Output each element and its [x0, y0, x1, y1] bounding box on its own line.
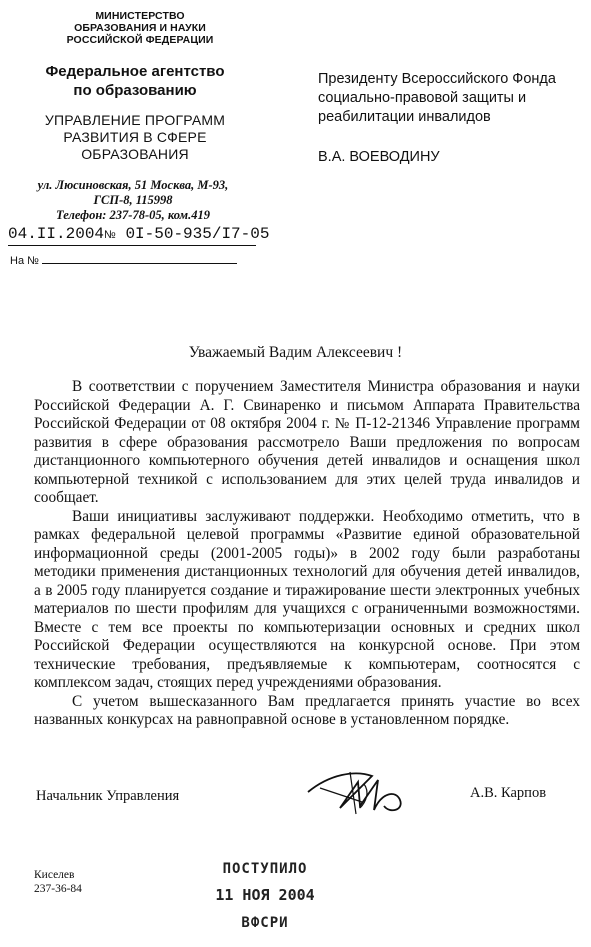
reply-label: На №	[10, 255, 39, 267]
executor-name: Киселев	[34, 869, 75, 881]
ministry-line: РОССИЙСКОЙ ФЕДЕРАЦИИ	[66, 34, 214, 46]
ministry-line: ОБРАЗОВАНИЯ И НАУКИ	[74, 22, 206, 34]
salutation: Уважаемый Вадим Алексеевич !	[188, 344, 403, 361]
agency-line: по образованию	[73, 82, 197, 99]
reply-blank-line	[42, 263, 237, 264]
department-line: РАЗВИТИЯ В СФЕРЕ	[63, 129, 207, 145]
addressee-name: В.А. ВОЕВОДИНУ	[318, 149, 440, 165]
letter-body	[34, 378, 580, 730]
body-paragraph: В соответствии с поручением Заместителя Министра образования и науки Российской Федерации А. Г. Свинаренко и письмом Аппарата Правительства Российской Федерации от 08 октября 2004 г. № П-12-21346 Управление программ развития в сфере образования рассмотрело Ваши предложения по вопросам дистанционного компьютерного обучения детей инвалидов и оснащения школ компьютерной техникой с использованием для этих целей труда инвалидов и сообщает.	[34, 378, 580, 506]
stamp-line: ВФСРИ	[241, 915, 289, 931]
addressee-line: социально-правовой защиты и	[318, 90, 527, 106]
agency-line: Федеральное агентство	[45, 63, 225, 80]
department-line: ОБРАЗОВАНИЯ	[81, 146, 189, 162]
reply-reference	[10, 254, 252, 268]
department-line: УПРАВЛЕНИЕ ПРОГРАММ	[44, 112, 226, 128]
signatory-name: А.В. Карпов	[470, 785, 547, 801]
registration-line	[8, 224, 270, 246]
body-paragraph: Ваши инициативы заслуживают поддержки. Необходимо отметить, что в рамках федеральной целевой программы «Развитие единой образовательной информационной среды (2001-2005 годы)» в 2002 году были разработаны методики применения дистанционных технологий для обучения детей инвалидов, а в 2005 году планируется создание и тиражирование шести электронных учебных материалов по шести профилям для учащихся с ограниченными возможностями. Вместе с тем все проекты по компьютеризации основных и средних школ Российской Федерации осуществляются на конкурсной основе. При этом технические требования, предъявляемые к компьютерам, соотносятся с комплексом задач, стоящих перед учреждениями образования.	[34, 507, 580, 691]
sender-address	[8, 178, 258, 223]
body-paragraph: С учетом вышесказанного Вам предлагается принять участие во всех названных конкурсах на равноправной основе в установленном порядке.	[34, 692, 580, 728]
received-stamp	[210, 858, 320, 936]
executor-phone: 237-36-84	[34, 883, 82, 895]
stamp-date: 11 НОЯ 2004	[215, 886, 315, 904]
addressee-line: реабилитации инвалидов	[318, 109, 491, 125]
number-sign: №	[104, 229, 116, 241]
signatory-title: Начальник Управления	[36, 788, 180, 804]
ministry-header	[45, 10, 235, 46]
department-name	[20, 112, 250, 163]
address-line: Телефон: 237-78-05, ком.419	[56, 208, 210, 222]
address-line: ул. Люсиновская, 51 Москва, М-93,	[37, 178, 229, 192]
outgoing-date: 04.II.2004	[8, 225, 105, 243]
addressee-block	[318, 70, 588, 127]
agency-name	[20, 62, 250, 100]
addressee-line: Президенту Всероссийского Фонда	[318, 71, 556, 87]
executor-info	[34, 868, 82, 896]
outgoing-number: 0I-50-935/I7-05	[125, 225, 270, 243]
ministry-line: МИНИСТЕРСТВО	[95, 10, 185, 22]
address-line: ГСП-8, 115998	[93, 193, 173, 207]
stamp-line: ПОСТУПИЛО	[222, 861, 308, 877]
handwritten-signature	[300, 762, 420, 827]
